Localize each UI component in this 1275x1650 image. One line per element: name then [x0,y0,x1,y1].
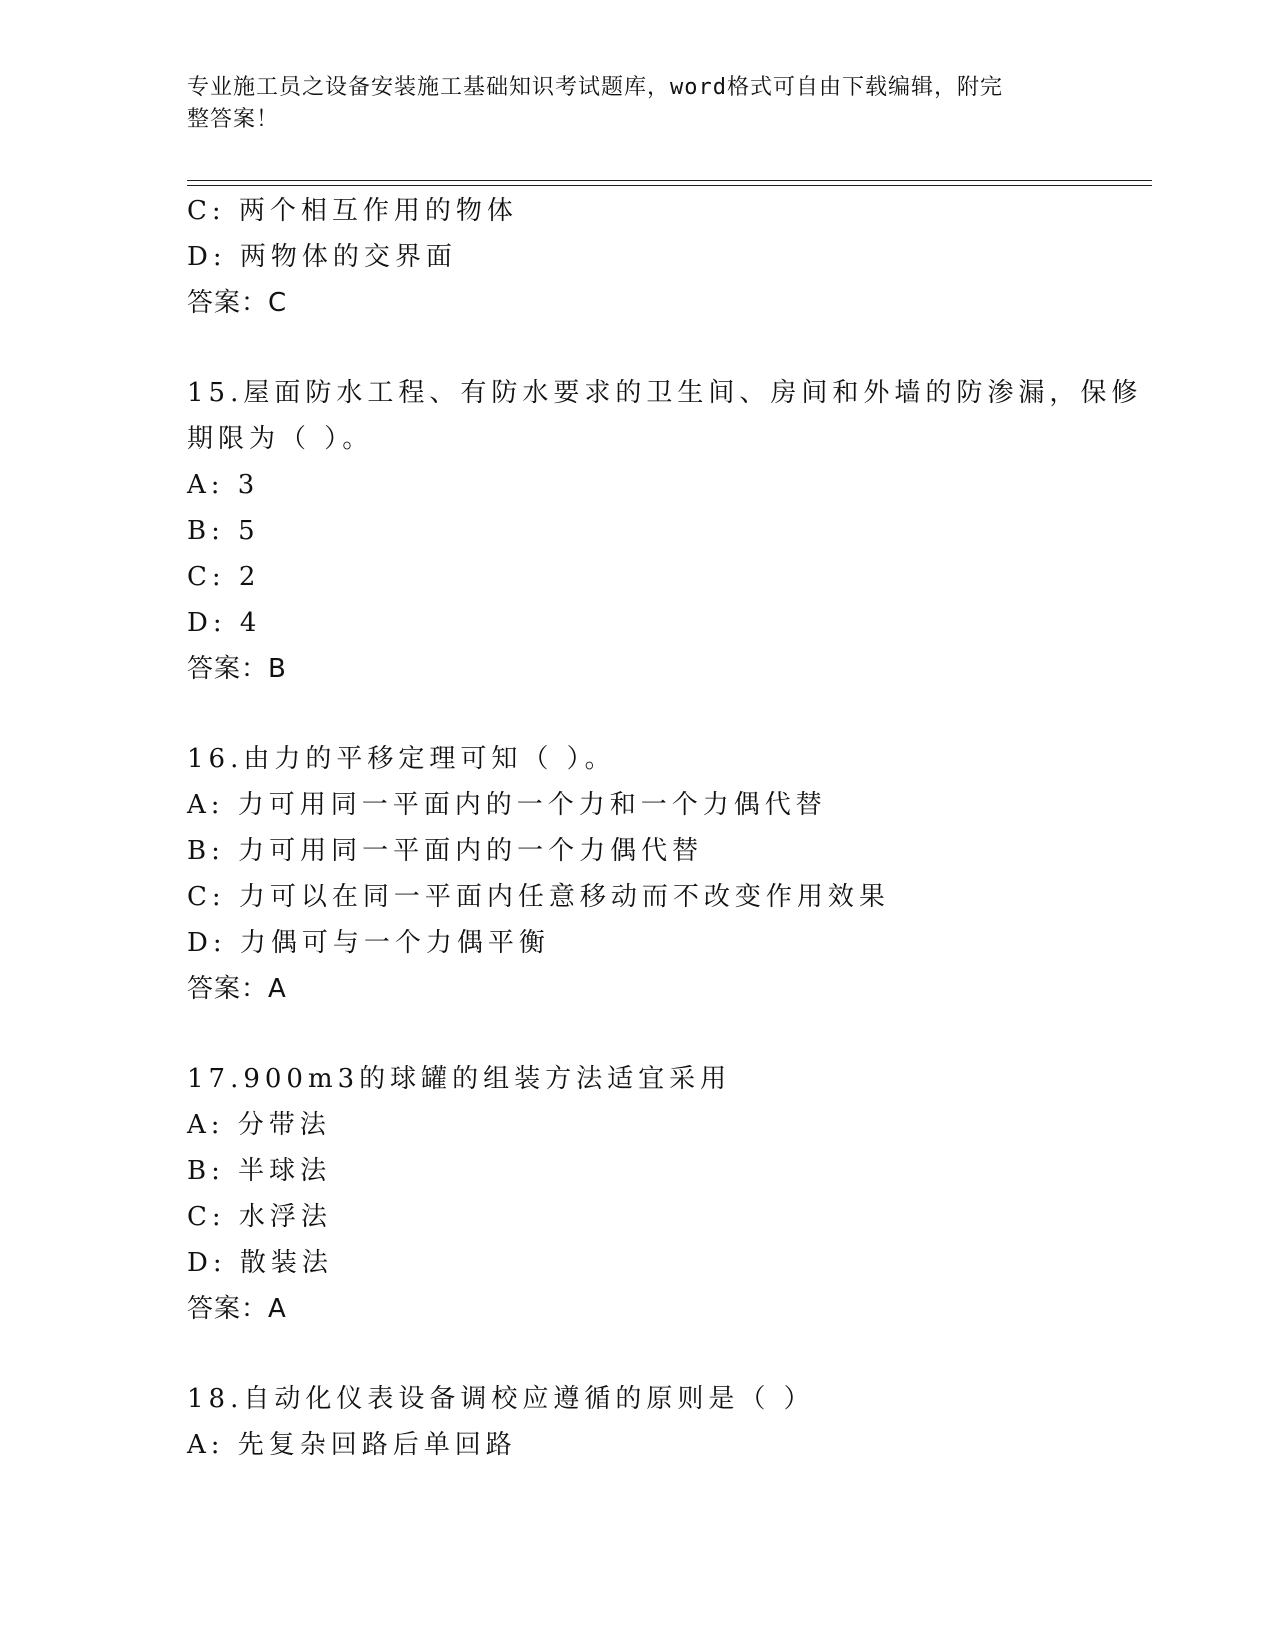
option-d: D: 4 [187,608,262,638]
question-stem: 18.自动化仪表设备调校应遵循的原则是（ ） [187,1384,815,1414]
option-d: D: 两物体的交界面 [187,242,457,272]
header-divider-bottom [187,185,1152,186]
answer: 答案：B [187,654,287,684]
question-list [187,188,1152,1468]
option-c: C: 2 [187,562,261,592]
option-b: B: 力可用同一平面内的一个力偶代替 [187,836,704,866]
header-title-line-2: 整答案！ [187,107,280,132]
option-b: B: 半球法 [187,1156,332,1186]
option-a: A: 分带法 [187,1110,331,1140]
question-14-tail [187,188,1152,326]
option-c: C: 两个相互作用的物体 [187,196,518,226]
question-stem-line-2: 期限为（ ）。 [187,424,374,454]
question-stem-line-1: 15.屋面防水工程、有防水要求的卫生间、房间和外墙的防渗漏，保修 [187,378,1143,408]
question-spacer [187,1332,1152,1376]
option-a: A: 先复杂回路后单回路 [187,1430,517,1460]
option-c: C: 水浮法 [187,1202,332,1232]
document-header [187,72,1067,136]
question-18 [187,1376,1152,1468]
option-d: D: 散装法 [187,1248,333,1278]
answer: 答案：A [187,1294,287,1324]
option-b: B: 5 [187,516,260,546]
option-d: D: 力偶可与一个力偶平衡 [187,928,550,958]
question-stem: 17.900m3的球罐的组装方法适宜采用 [187,1064,732,1094]
question-spacer [187,326,1152,370]
question-16 [187,736,1152,1012]
question-15 [187,370,1152,692]
question-spacer [187,692,1152,736]
header-title-line-1: 专业施工员之设备安装施工基础知识考试题库，word格式可自由下载编辑，附完 [187,75,1003,100]
option-a: A: 力可用同一平面内的一个力和一个力偶代替 [187,790,827,820]
option-c: C: 力可以在同一平面内任意移动而不改变作用效果 [187,882,890,912]
answer: 答案：C [187,288,288,318]
question-stem: 16.由力的平移定理可知（ ）。 [187,744,616,774]
question-17 [187,1056,1152,1332]
header-divider-top [187,180,1152,181]
option-a: A: 3 [187,470,260,500]
answer: 答案：A [187,974,287,1004]
question-spacer [187,1012,1152,1056]
